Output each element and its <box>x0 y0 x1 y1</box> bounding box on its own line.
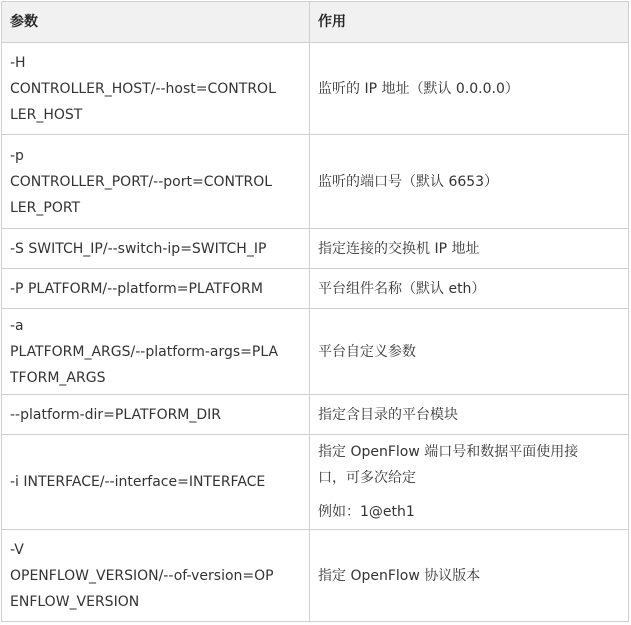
table-row <box>2 229 629 269</box>
param-line: -P PLATFORM/--platform=PLATFORM <box>10 280 263 297</box>
usage-cell <box>310 229 629 269</box>
param-line: CONTROLLER_HOST/--host=CONTROL <box>10 80 276 97</box>
usage-line: 平台组件名称（默认 eth） <box>318 280 486 297</box>
usage-line: 口，可多次给定 <box>318 470 416 486</box>
param-line: OPENFLOW_VERSION/--of-version=OP <box>10 567 274 584</box>
table-row <box>2 269 629 309</box>
param-cell <box>2 395 310 435</box>
param-cell <box>2 229 310 269</box>
param-line: TFORM_ARGS <box>10 369 106 386</box>
usage-example: 例如：1@eth1 <box>318 504 415 520</box>
param-line: --platform-dir=PLATFORM_DIR <box>10 406 222 423</box>
param-cell <box>2 269 310 309</box>
table-row <box>2 43 629 135</box>
table-row <box>2 395 629 435</box>
usage-cell <box>310 395 629 435</box>
param-line: -p <box>10 147 24 164</box>
param-cell <box>2 135 310 229</box>
table-row <box>2 309 629 395</box>
param-line: CONTROLLER_PORT/--port=CONTROL <box>10 173 273 190</box>
usage-cell <box>310 530 629 622</box>
table-row <box>2 435 629 530</box>
usage-line: 指定 OpenFlow 端口号和数据平面使用接 <box>318 444 579 460</box>
param-cell <box>2 435 310 530</box>
param-cell <box>2 43 310 135</box>
table-header-row <box>2 2 629 43</box>
usage-line: 指定 OpenFlow 协议版本 <box>318 567 481 584</box>
paragraph-gap <box>318 491 620 499</box>
usage-line: 指定连接的交换机 IP 地址 <box>318 240 480 257</box>
usage-line: 平台自定义参数 <box>318 343 416 360</box>
param-line: -S SWITCH_IP/--switch-ip=SWITCH_IP <box>10 240 267 257</box>
param-line: LER_PORT <box>10 199 81 216</box>
param-line: -H <box>10 54 26 71</box>
usage-cell <box>310 43 629 135</box>
usage-line: 监听的 IP 地址（默认 0.0.0.0） <box>318 80 519 97</box>
table-row <box>2 530 629 622</box>
usage-cell <box>310 435 629 530</box>
usage-line: 监听的端口号（默认 6653） <box>318 173 499 190</box>
param-line: -a <box>10 317 24 334</box>
param-line: PLATFORM_ARGS/--platform-args=PLA <box>10 343 279 360</box>
param-cell <box>2 530 310 622</box>
usage-line: 指定含目录的平台模块 <box>318 406 458 423</box>
table-row <box>2 135 629 229</box>
param-line: -i INTERFACE/--interface=INTERFACE <box>10 474 266 490</box>
usage-cell <box>310 135 629 229</box>
param-line: LER_HOST <box>10 106 83 123</box>
usage-cell <box>310 309 629 395</box>
header-usage: 作用 <box>310 2 629 43</box>
param-line: -V <box>10 541 24 558</box>
header-param: 参数 <box>2 2 310 43</box>
param-cell <box>2 309 310 395</box>
param-line: ENFLOW_VERSION <box>10 593 140 610</box>
parameter-table <box>1 1 629 622</box>
usage-cell <box>310 269 629 309</box>
